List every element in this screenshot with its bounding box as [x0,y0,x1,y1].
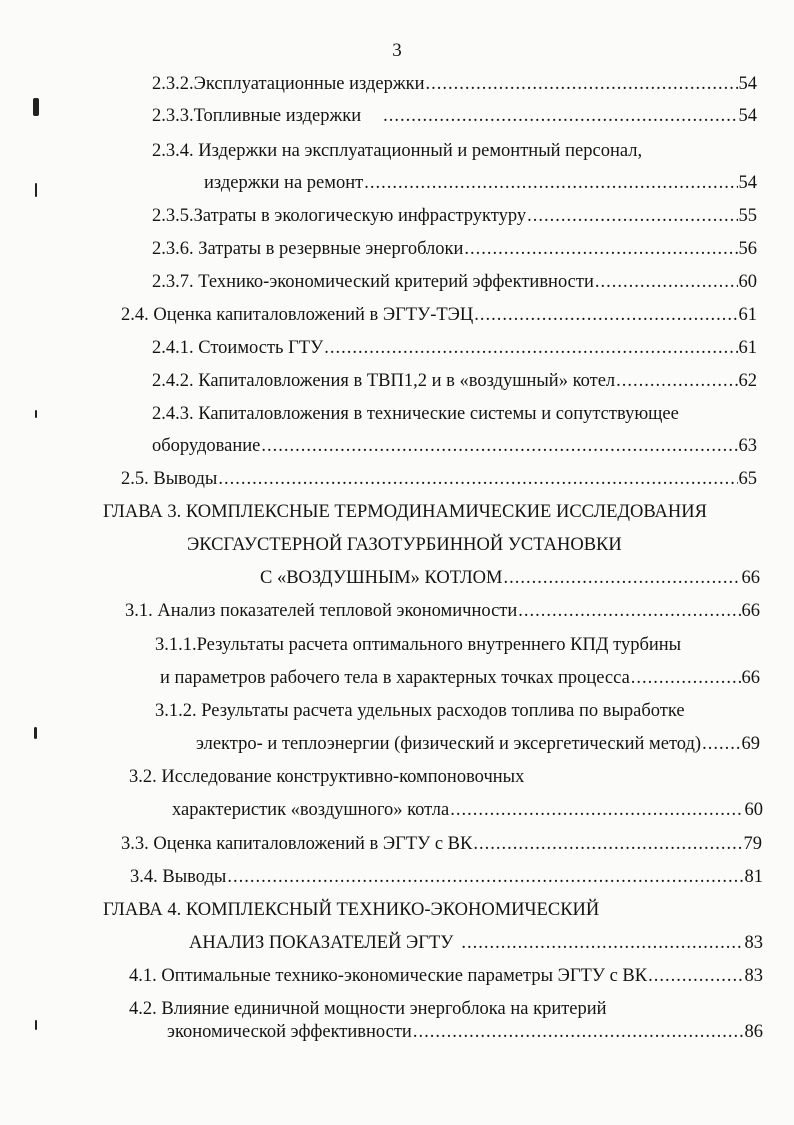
toc-entry-title: 4.1. Оптимальные технико-экономические параметры ЭГТУ с ВК [129,966,648,986]
toc-entry [172,798,763,822]
toc-entry-page: 66 [741,601,760,621]
toc-dot-leader [227,865,743,889]
chapter-heading-cont: ЭКСГАУСТЕРНОЙ ГАЗОТУРБИННОЙ УСТАНОВКИ [187,535,622,555]
toc-entry [196,732,760,756]
toc-entry [260,566,760,590]
page-number: 3 [392,40,402,61]
toc-entry-title: 2.4.1. Стоимость ГТУ [152,338,324,358]
scan-speck [35,1020,37,1030]
scan-speck [34,727,37,739]
chapter-heading: ГЛАВА 3. КОМПЛЕКСНЫЕ ТЕРМОДИНАМИЧЕСКИЕ ИССЛЕДОВАНИЯ [103,502,707,522]
toc-entry-page: 69 [741,734,760,754]
toc-entry-page: 65 [738,469,757,489]
toc-entry [130,865,763,889]
toc-entry [189,931,763,955]
toc-dot-leader [474,303,737,327]
chapter-heading-cont: С «ВОЗДУШНЫМ» КОТЛОМ [260,568,503,588]
toc-entry-page: 55 [738,206,757,226]
toc-entry [152,434,757,458]
toc-dot-leader [527,204,737,228]
toc-entry-page: 54 [738,74,757,94]
toc-dot-leader [450,798,743,822]
toc-entry-title: 4.2. Влияние единичной мощности энергоблока на критерий [129,999,607,1019]
toc-entry [129,964,763,988]
toc-entry-page: 60 [738,272,757,292]
toc-entry-page: 54 [738,173,757,193]
scan-speck [35,410,37,418]
toc-entry [152,104,757,128]
chapter-heading: ГЛАВА 4. КОМПЛЕКСНЫЙ ТЕХНИКО-ЭКОНОМИЧЕСКИЙ [103,900,600,920]
toc-dot-leader [595,270,738,294]
toc-entry [125,599,760,623]
toc-entry-title: 3.1.1.Результаты расчета оптимального внутреннего КПД турбины [155,635,682,655]
toc-entry [121,832,762,856]
toc-entry-page: 62 [738,371,757,391]
toc-entry-title: 2.4. Оценка капиталовложений в ЭГТУ-ТЭЦ [121,305,474,325]
toc-entry [152,204,757,228]
toc-entry-page: 60 [744,800,763,820]
toc-entry-title: 2.4.2. Капиталовложения в ТВП1,2 и в «воздушный» котел [152,371,616,391]
toc-dot-leader [218,467,737,491]
toc-entry-page: 66 [741,568,760,588]
toc-dot-leader [648,964,743,988]
toc-entry-title: 3.3. Оценка капиталовложений в ЭГТУ с ВК [121,834,473,854]
toc-entry-page: 56 [738,239,757,259]
toc-entry-title: 2.3.2.Эксплуатационные издержки [152,74,425,94]
toc-entry-title-cont: электро- и теплоэнергии (физический и эксергетический метод) [196,734,702,754]
toc-dot-leader [616,369,737,393]
toc-entry [152,72,757,96]
scan-speck [35,183,37,197]
toc-entry-title-cont: экономической эффективности [167,1022,412,1042]
toc-entry-page: 83 [744,933,763,953]
toc-entry-title: 2.5. Выводы [121,469,218,489]
toc-entry-page: 54 [738,106,757,126]
toc-entry [204,171,757,195]
toc-dot-leader [364,171,737,195]
toc-dot-leader [464,237,737,261]
toc-entry [152,237,757,261]
toc-entry [121,467,757,491]
toc-entry-title-cont: и параметров рабочего тела в характерных точках процесса [160,668,630,688]
toc-dot-leader [324,336,737,360]
toc-entry-page: 81 [744,867,763,887]
toc-entry-title-cont: издержки на ремонт [204,173,364,193]
toc-entry [152,369,757,393]
toc-entry [152,270,757,294]
toc-entry-title: 2.3.7. Технико-экономический критерий эффективности [152,272,594,292]
toc-dot-leader [518,599,740,623]
toc-dot-leader [631,666,741,690]
toc-entry-title: 2.3.6. Затраты в резервные энергоблоки [152,239,464,259]
toc-entry-title-cont: характеристик «воздушного» котла [172,800,450,820]
toc-entry-page: 79 [743,834,762,854]
toc-entry-title: 2.3.3.Топливные издержки [152,106,362,126]
toc-dot-leader [261,434,737,458]
toc-entry-title: 3.2. Исследование конструктивно-компоновочных [129,767,525,787]
toc-entry-page: 86 [744,1022,763,1042]
toc-entry-title: 3.1. Анализ показателей тепловой экономичности [125,601,518,621]
toc-dot-leader [503,566,740,590]
toc-dot-leader [413,1020,744,1044]
toc-entry-page: 66 [741,668,760,688]
chapter-heading-cont: АНАЛИЗ ПОКАЗАТЕЛЕЙ ЭГТУ [189,933,454,953]
toc-entry-title: 2.3.5.Затраты в экологическую инфраструктуру [152,206,527,226]
scan-speck [33,98,39,116]
toc-dot-leader [702,732,740,756]
toc-entry-title: 3.4. Выводы [130,867,227,887]
toc-entry-title: 3.1.2. Результаты расчета удельных расходов топлива по выработке [155,701,685,721]
toc-entry-page: 63 [738,436,757,456]
toc-entry [167,1020,763,1044]
toc-entry [121,303,757,327]
toc-dot-leader [473,832,742,856]
toc-entry-title-cont: оборудование [152,436,261,456]
toc-entry-title: 2.4.3. Капиталовложения в технические системы и сопутствующее [152,404,679,424]
toc-entry-page: 61 [738,305,757,325]
toc-dot-leader [383,104,737,128]
toc-dot-leader [461,931,743,955]
toc-entry [152,336,757,360]
toc-entry-page: 61 [738,338,757,358]
toc-entry [160,666,760,690]
toc-dot-leader [426,72,738,96]
toc-entry-page: 83 [744,966,763,986]
toc-entry-title: 2.3.4. Издержки на эксплуатационный и ремонтный персонал, [152,141,643,161]
